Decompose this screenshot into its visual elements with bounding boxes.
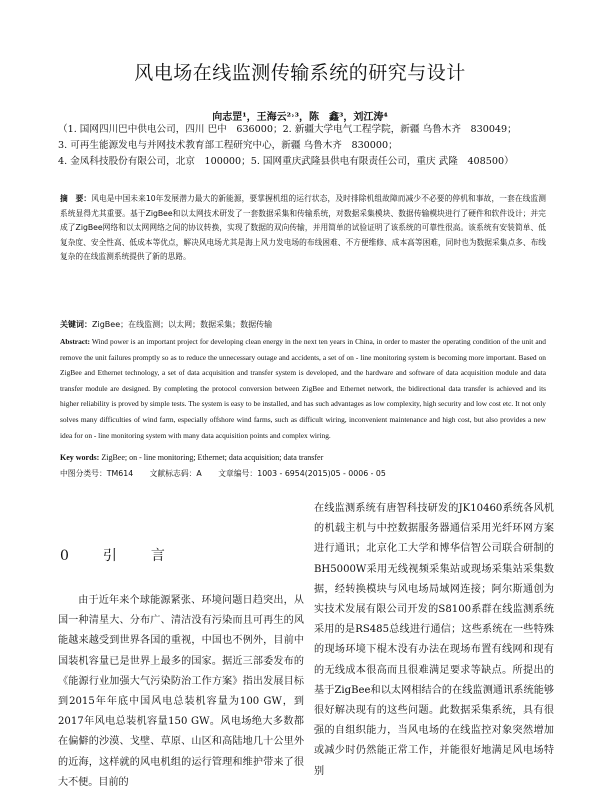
chinese-abstract-text: 风电是中国未来10年发展潜力最大的新能源，要掌握机组的运行状态，及时排除机组故障而减少不必要的停机和事故，一套在线监测系统显得尤其重要。基于ZigBee和以太网技术研发了一套数据采集和传输系统，对数据采集模块、数据传输模块进行了硬件和软件设计；并完成了ZigBee网络和以太网网络之间的协议转换，实现了数据的双向传输，并用简单的试验证明了该系统的可靠性很高。该系统有安装简单、低复杂度、安全性高、低成本等优点，解决风电场尤其是海上风力发电场的布线困难、不方便维修、成本高等困难，同时也为数据采集点多、布线复杂的在线监测系统提供了新的思路。: [60, 194, 546, 262]
english-abstract-text: Wind power is an important project for developing clean energy in the next ten years in China, in order to master the operating condition of the unit and remove the unit failures promptly so as to reduce the unnecessary outage and accidents, a set of on - line monitoring system is becoming more important. Based on ZigBee and Ethernet technology, a set of data acquisition and transfer system is developed, and the hardware and software of data acquisition module and data transfer module are designed. By completing the protocol conversion between ZigBee and Ethernet network, the bidirectional data transfer is achieved and its higher reliability is proved by simple tests. The system is easy to be installed, and has such advantages as low complexity, high security and low cost etc. It not only solves many difficulties of wind farm, especially offshore wind farms, such as difficult wiring, inconvenient maintenance and high cost, but also provides a new idea for on - line monitoring system with many data acquisition points and complex wiring.: [60, 337, 546, 440]
document-code: 文献标志码：A: [149, 469, 202, 478]
chinese-keywords-text: ZigBee；在线监测；以太网；数据采集；数据传输: [92, 320, 273, 329]
article-number: 文章编号：1003 - 6954(2015)05 - 0006 - 05: [218, 469, 386, 478]
paper-title: 风电场在线监测传输系统的研究与设计: [134, 62, 466, 84]
left-column: [58, 591, 304, 793]
chinese-keywords: [60, 319, 546, 331]
classification-line: [60, 468, 546, 480]
english-abstract: [60, 334, 546, 443]
english-keywords: [60, 452, 546, 464]
affiliation-line: 3. 可再生能源发电与并网技术教育部工程研究中心，新疆 乌鲁木齐 830000；: [58, 140, 398, 151]
affiliation-line: 4. 金凤科技股份有限公司，北京 100000；5. 国网重庆武隆县供电有限责任公司，重庆 武隆 408500）: [58, 156, 514, 167]
english-abstract-label: Abstract:: [60, 337, 90, 346]
right-column: [314, 499, 554, 782]
section-heading: 0 引 言: [60, 548, 175, 564]
chinese-abstract: [60, 192, 546, 265]
english-keywords-label: Key words:: [60, 453, 100, 462]
chinese-abstract-label: 摘 要：: [60, 194, 92, 203]
affiliation-line: （1. 国网四川巴中供电公司，四川 巴中 636000；2. 新疆大学电气工程学院，新疆 乌鲁木齐 830049；: [58, 124, 517, 135]
left-column-text: 由于近年来个球能源紧张、环境问题日趋突出，从国一种清星大、分布广、清洁没有污染而且可再生的风能越来越受到世界各国的重视，中国也不例外，目前中国装机容量已是世界上最多的国家。据近三部委发布的《能源行业加强大气污染防治工作方案》指出发展目标到2015年年底中国风电总装机容量为100 GW，到2017年风电总装机容量150 GW。风电场绝大多数都在偏僻的沙漠、戈壁、草原、山区和高陆地几十公里外的近海，这样就的风电机组的运行管理和维护带来了很大不便。目前的: [58, 595, 304, 788]
chinese-keywords-label: 关键词：: [60, 320, 92, 329]
right-column-text: 在线监测系统有唐智科技研发的JK10460系统各风机的机载主机与中控数据服务器通信采用光纤环网方案进行通讯；北京化工大学和博华信智公司联合研制的BH5000W采用无线视频采集站或现场采集站采集数据，经转换模块与风电场局域网连接；阿尔斯通创为实技术发展有限公司开发的S8100系群在线监测系统采用的是RS485总线进行通信；这些系统在一些特殊的现场环境下棍木没有办法在现场布置有线网和现有的无线成本很高而且很难满足要求等缺点。所提出的基于ZigBee和以太网相结合的在线监测通讯系统能够很好解决现有的这些问题。此数据采集系统，具有很强的自组织能力，当风电场的在线监控对象突然增加或减少时仍然能正常工作，并能很好地满足风电场特别: [314, 503, 554, 777]
author-list: 向志罡¹，王海云²˒³，陈 鑫³，刘江涛⁴: [212, 112, 388, 123]
english-keywords-text: ZigBee; on - line monitoring; Ethernet; data acquisition; data transfer: [101, 453, 324, 462]
clc-number: 中图分类号：TM614: [60, 469, 134, 478]
